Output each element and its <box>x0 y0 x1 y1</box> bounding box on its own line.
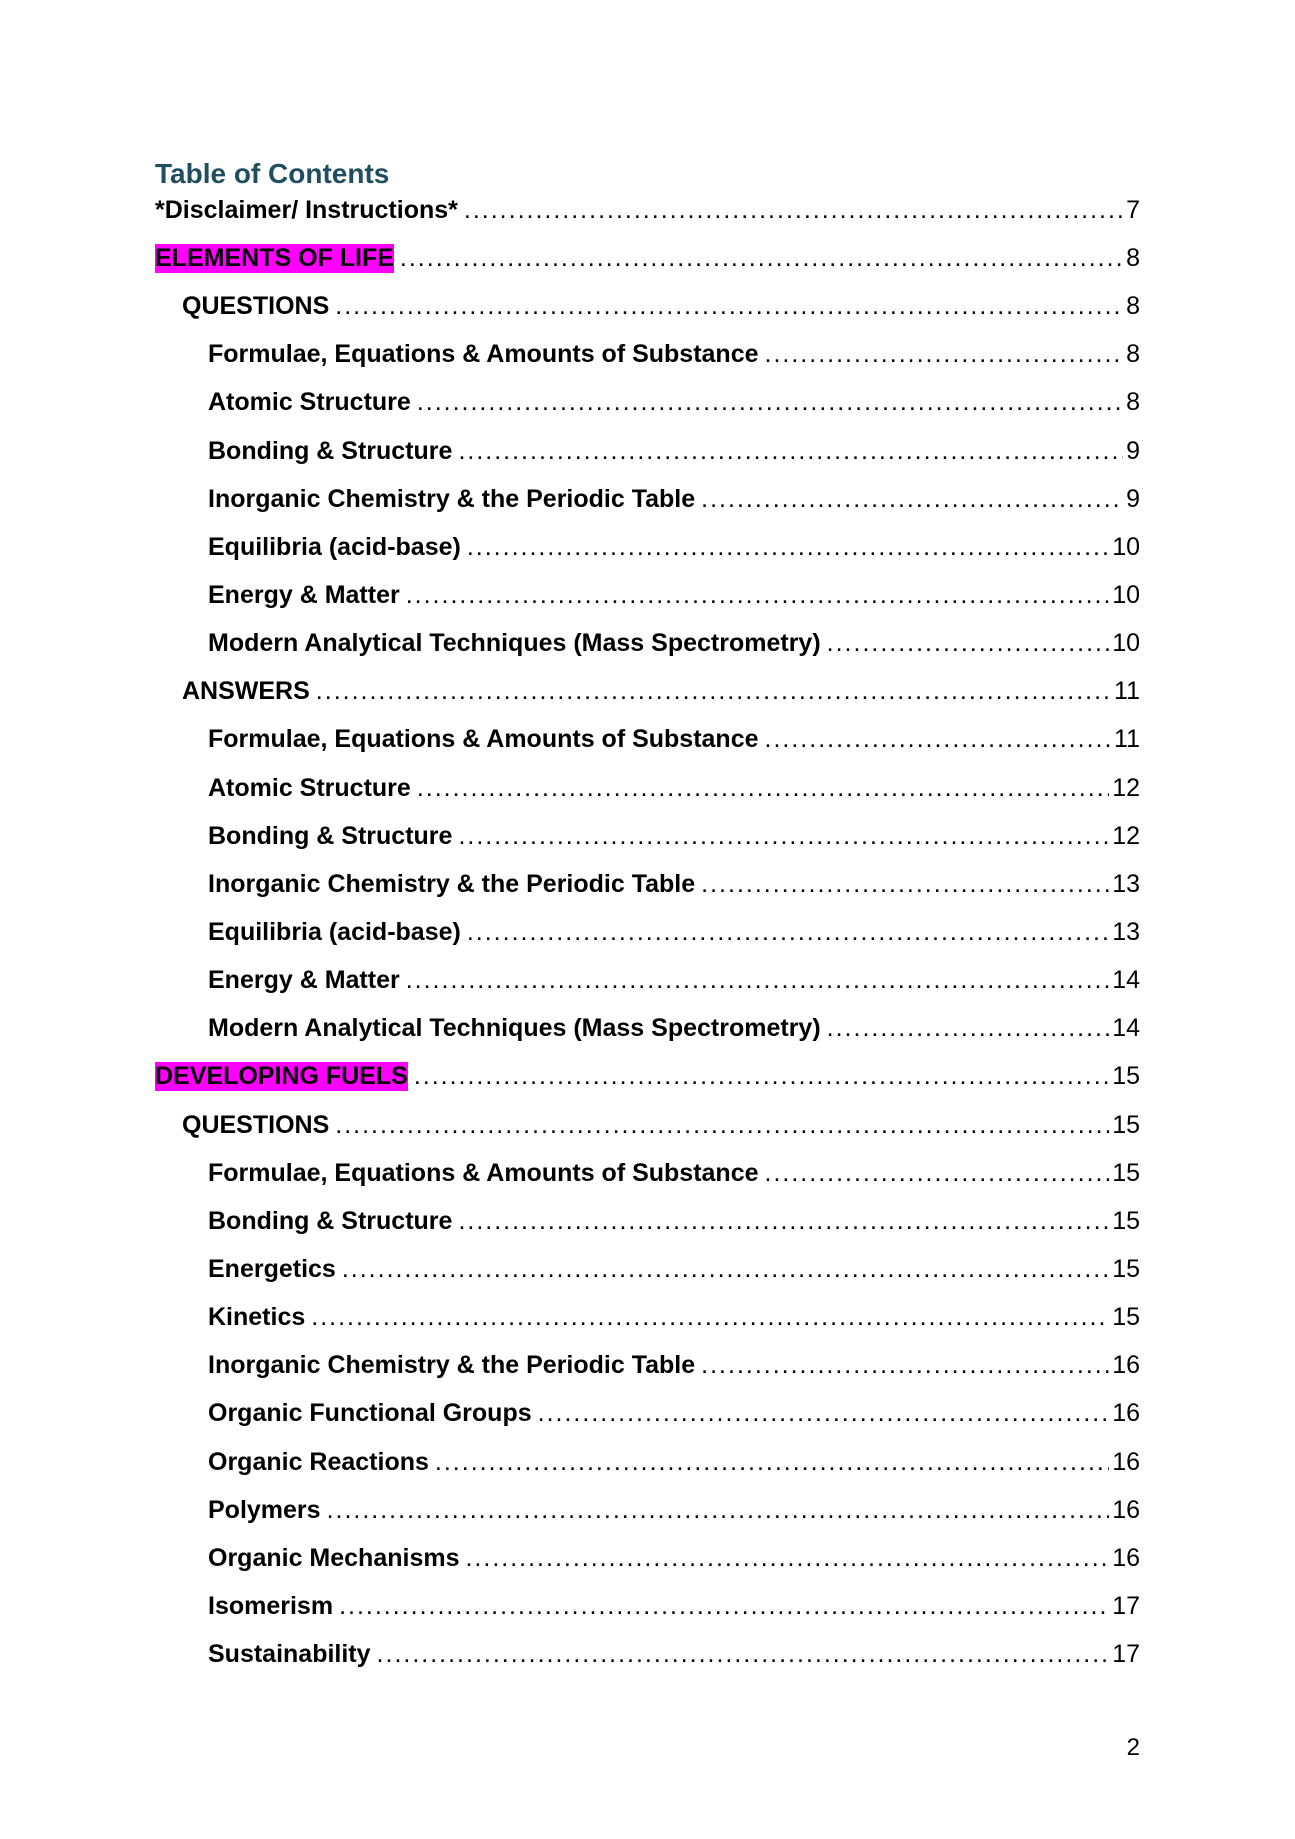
toc-page-number: 11 <box>1114 725 1140 754</box>
toc-entry-label: Bonding & Structure <box>208 821 453 850</box>
toc-entry-label: Formulae, Equations & Amounts of Substance <box>208 1158 759 1187</box>
toc-entry[interactable] <box>155 1207 1140 1255</box>
toc-page-number: 10 <box>1112 629 1140 658</box>
toc-dot-leader <box>765 340 1124 369</box>
toc-entry[interactable] <box>155 870 1140 918</box>
toc-entry-label: *Disclaimer/ Instructions* <box>155 196 458 224</box>
toc-dot-leader <box>311 1303 1109 1332</box>
toc-entry[interactable] <box>155 1303 1140 1351</box>
toc-entry[interactable] <box>155 340 1140 388</box>
toc-entry[interactable] <box>155 437 1140 485</box>
toc-dot-leader <box>335 292 1123 321</box>
toc-dot-leader <box>765 1159 1110 1188</box>
toc-entry-label: Formulae, Equations & Amounts of Substance <box>208 340 759 369</box>
toc-entry-label: Atomic Structure <box>208 773 411 802</box>
toc-entry[interactable] <box>155 1255 1140 1303</box>
toc-entry-label: ANSWERS <box>182 677 310 706</box>
toc-entry[interactable] <box>155 292 1140 340</box>
toc-dot-leader <box>435 1448 1109 1477</box>
toc-dot-leader <box>417 388 1123 417</box>
toc-section-heading: DEVELOPING FUELS <box>155 1062 408 1091</box>
toc-title: Table of Contents <box>155 158 390 189</box>
toc-dot-leader <box>414 1062 1109 1091</box>
toc-entry[interactable] <box>155 533 1140 581</box>
toc-entry[interactable] <box>155 1111 1140 1159</box>
toc-dot-leader <box>342 1255 1109 1284</box>
toc-page-number: 17 <box>1112 1640 1140 1669</box>
toc-dot-leader <box>316 677 1111 706</box>
toc-entry-label: QUESTIONS <box>182 292 330 321</box>
toc-entry[interactable] <box>155 677 1140 725</box>
toc-list <box>155 196 1140 1688</box>
toc-entry[interactable] <box>155 1014 1140 1062</box>
toc-page-number: 8 <box>1126 388 1140 417</box>
toc-entry-label: Organic Mechanisms <box>208 1543 460 1572</box>
toc-page-number: 9 <box>1126 436 1140 465</box>
toc-page-number: 10 <box>1112 580 1140 609</box>
toc-entry-label: Equilibria (acid-base) <box>208 532 461 561</box>
toc-section-heading: ELEMENTS OF LIFE <box>155 244 394 272</box>
toc-dot-leader <box>467 918 1109 947</box>
toc-dot-leader <box>406 581 1109 610</box>
toc-page-number: 15 <box>1112 1062 1140 1091</box>
toc-page-number: 15 <box>1112 1254 1140 1283</box>
toc-entry[interactable] <box>155 1351 1140 1399</box>
toc-page-number: 12 <box>1112 821 1140 850</box>
toc-page-number: 16 <box>1112 1399 1140 1428</box>
toc-page-number: 17 <box>1112 1591 1140 1620</box>
toc-page-number: 9 <box>1126 484 1140 513</box>
toc-entry-label: Modern Analytical Techniques (Mass Spectrometry) <box>208 1014 821 1043</box>
toc-entry[interactable] <box>155 1544 1140 1592</box>
toc-page-number: 13 <box>1112 917 1140 946</box>
toc-page-number: 15 <box>1112 1110 1140 1139</box>
toc-dot-leader <box>765 725 1112 754</box>
toc-entry-label: Isomerism <box>208 1591 334 1620</box>
toc-entry-label: Equilibria (acid-base) <box>208 917 461 946</box>
toc-page-number: 16 <box>1112 1543 1140 1572</box>
toc-entry[interactable] <box>155 244 1140 292</box>
toc-page-number: 11 <box>1114 677 1140 706</box>
toc-dot-leader <box>701 870 1109 899</box>
toc-entry-label: Energy & Matter <box>208 966 400 995</box>
toc-entry[interactable] <box>155 774 1140 822</box>
toc-entry[interactable] <box>155 1159 1140 1207</box>
toc-page-number: 15 <box>1112 1206 1140 1235</box>
toc-page-number: 16 <box>1112 1447 1140 1476</box>
toc-dot-leader <box>701 485 1123 514</box>
toc-dot-leader <box>458 437 1123 466</box>
toc-entry-label: Organic Reactions <box>208 1447 429 1476</box>
toc-entry[interactable] <box>155 1592 1140 1640</box>
toc-entry[interactable] <box>155 388 1140 436</box>
page-number: 2 <box>1126 1734 1140 1761</box>
toc-page-number: 8 <box>1126 340 1140 369</box>
toc-entry-label: Inorganic Chemistry & the Periodic Table <box>208 869 696 898</box>
toc-page-number: 13 <box>1112 869 1140 898</box>
toc-entry-label: Energy & Matter <box>208 580 400 609</box>
toc-dot-leader <box>458 822 1109 851</box>
toc-dot-leader <box>827 629 1110 658</box>
toc-page-number: 12 <box>1112 773 1140 802</box>
toc-dot-leader <box>701 1351 1109 1380</box>
toc-page-number: 15 <box>1112 1158 1140 1187</box>
toc-entry[interactable] <box>155 1062 1140 1110</box>
toc-entry[interactable] <box>155 966 1140 1014</box>
toc-entry-label: Kinetics <box>208 1303 306 1332</box>
toc-dot-leader <box>464 196 1123 225</box>
toc-entry-label: Energetics <box>208 1254 336 1283</box>
toc-entry-label: Formulae, Equations & Amounts of Substance <box>208 725 759 754</box>
toc-entry-label: Modern Analytical Techniques (Mass Spectrometry) <box>208 629 821 658</box>
toc-entry-label: Polymers <box>208 1495 321 1524</box>
toc-dot-leader <box>406 966 1109 995</box>
toc-page-number: 14 <box>1112 1014 1140 1043</box>
toc-page-number: 8 <box>1126 244 1140 272</box>
toc-entry[interactable] <box>155 1496 1140 1544</box>
toc-entry-label: Inorganic Chemistry & the Periodic Table <box>208 484 696 513</box>
toc-dot-leader <box>458 1207 1109 1236</box>
toc-dot-leader <box>538 1399 1110 1428</box>
toc-entry[interactable] <box>155 196 1140 244</box>
toc-entry-label: Inorganic Chemistry & the Periodic Table <box>208 1351 696 1380</box>
toc-page-number: 14 <box>1112 966 1140 995</box>
toc-dot-leader <box>465 1544 1109 1573</box>
toc-dot-leader <box>339 1592 1109 1621</box>
toc-dot-leader <box>400 244 1123 273</box>
toc-dot-leader <box>335 1111 1109 1140</box>
toc-entry-label: Bonding & Structure <box>208 1206 453 1235</box>
toc-entry[interactable] <box>155 918 1140 966</box>
toc-entry-label: Atomic Structure <box>208 388 411 417</box>
toc-dot-leader <box>827 1014 1110 1043</box>
toc-entry[interactable] <box>155 1640 1140 1688</box>
toc-dot-leader <box>417 774 1109 803</box>
toc-entry[interactable] <box>155 629 1140 677</box>
toc-entry[interactable] <box>155 581 1140 629</box>
toc-entry[interactable] <box>155 725 1140 773</box>
toc-page-number: 15 <box>1112 1303 1140 1332</box>
toc-page-number: 7 <box>1126 196 1140 224</box>
toc-entry-label: QUESTIONS <box>182 1110 330 1139</box>
toc-page-number: 10 <box>1112 532 1140 561</box>
toc-entry-label: Sustainability <box>208 1640 371 1669</box>
toc-entry[interactable] <box>155 1399 1140 1447</box>
toc-entry-label: Bonding & Structure <box>208 436 453 465</box>
toc-page-number: 16 <box>1112 1351 1140 1380</box>
toc-dot-leader <box>327 1496 1110 1525</box>
toc-dot-leader <box>377 1640 1110 1669</box>
toc-dot-leader <box>467 533 1109 562</box>
toc-entry-label: Organic Functional Groups <box>208 1399 532 1428</box>
toc-page-number: 16 <box>1112 1495 1140 1524</box>
toc-entry[interactable] <box>155 822 1140 870</box>
toc-entry[interactable] <box>155 485 1140 533</box>
toc-entry[interactable] <box>155 1448 1140 1496</box>
toc-page-number: 8 <box>1126 292 1140 321</box>
